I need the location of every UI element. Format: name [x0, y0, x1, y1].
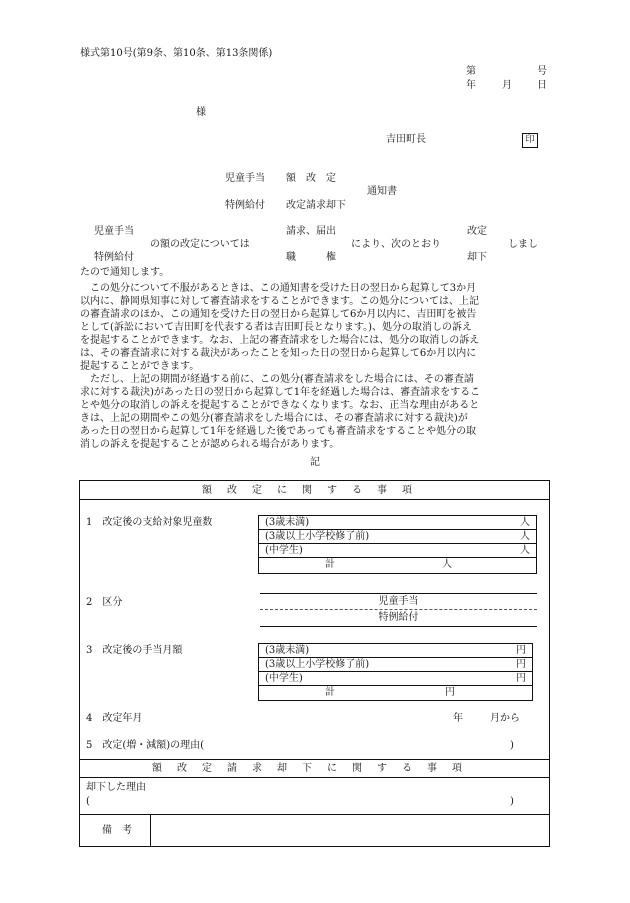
- title-suffix: 通知書: [367, 186, 397, 197]
- child-count-total-row[interactable]: [259, 558, 536, 572]
- child-count-row[interactable]: [259, 544, 536, 558]
- monthly-amount-box: [258, 643, 533, 701]
- category-option-special[interactable]: 特例給付: [378, 612, 419, 623]
- number-suffix: 号: [537, 66, 547, 77]
- date-year: 年: [466, 80, 476, 91]
- item4-label: 4 改定年月: [86, 713, 143, 724]
- table-header-rejection: 額改定請求却下に関する事項: [152, 763, 477, 774]
- remarks-label: 備 考: [102, 825, 132, 836]
- intro-col4-bottom: 却下: [467, 252, 487, 263]
- intro-col3-mid: により、次のとおり: [351, 239, 441, 250]
- total-unit: 円: [445, 687, 455, 698]
- divider: [80, 759, 549, 760]
- paragraph-line: きは、上記の期間やこの処分(審査請求をした場合には、その審査請求に対する裁決)が: [80, 413, 468, 424]
- total-unit: 人: [442, 559, 452, 570]
- amount-row[interactable]: [259, 644, 532, 658]
- paragraph-line: を提起することができます。なお、上記の審査請求をした場合には、処分の取消しの訴え: [80, 335, 480, 346]
- intro-col2-bottom: 職 権: [286, 252, 336, 263]
- total-label: 計: [325, 559, 335, 570]
- title-right-bottom: 改定請求却下: [286, 200, 346, 211]
- row-label: (3歳以上小学校修了前): [265, 659, 370, 670]
- divider: [260, 626, 537, 627]
- intro-continuation: たので通知します。: [80, 267, 170, 278]
- row-unit: 人: [520, 517, 530, 528]
- item1-label: 1 改定後の支給対象児童数: [86, 517, 213, 528]
- addressee-suffix: 様: [196, 107, 206, 118]
- row-label: (3歳未満): [265, 645, 310, 656]
- paragraph-line: 以内に、静岡県知事に対して審査請求をすることができます。この処分については、上記: [80, 296, 479, 307]
- change-month-from[interactable]: 月から: [490, 713, 520, 724]
- paragraph-line: とや処分の取消しの訴えを提起することができなくなります。なお、正当な理由があると: [80, 400, 480, 411]
- date-month: 月: [502, 80, 512, 91]
- row-label: (中学生): [265, 673, 303, 684]
- reject-open: (: [86, 796, 90, 807]
- amount-total-row[interactable]: [259, 686, 532, 700]
- paragraph-line: として(訴訟において吉田町を代表する者は吉田町長となります。)、処分の取消しの訴え: [80, 322, 473, 333]
- paragraph-appeal: [80, 282, 550, 373]
- date-day: 日: [537, 80, 547, 91]
- category-option-child[interactable]: 児童手当: [378, 596, 419, 607]
- paragraph-line: の審査請求のほか、この通知を受けた日の翌日から起算して6か月以内に、吉田町を被告: [80, 309, 477, 320]
- change-year[interactable]: 年: [453, 713, 463, 724]
- intro-col1-top: 児童手当: [94, 226, 134, 237]
- child-count-row[interactable]: [259, 516, 536, 530]
- title-left-top: 児童手当: [225, 173, 265, 184]
- row-label: (3歳以上小学校修了前): [265, 531, 370, 542]
- paragraph-line: 消しの訴えを提起することが認められる場合があります。: [80, 439, 340, 450]
- item2-label: 2 区分: [86, 597, 123, 608]
- paragraph-proviso: [80, 373, 550, 451]
- number-prefix: 第: [466, 66, 476, 77]
- intro-col1-bottom: 特例給付: [94, 252, 134, 263]
- total-label: 計: [325, 687, 335, 698]
- intro-col4-top: 改定: [467, 226, 487, 237]
- item3-label: 3 改定後の手当月額: [86, 645, 183, 656]
- row-unit: 円: [516, 645, 526, 656]
- item5-close: ): [510, 740, 514, 751]
- child-count-row[interactable]: [259, 530, 536, 544]
- row-label: (3歳未満): [265, 517, 310, 528]
- divider: [260, 593, 537, 594]
- ki-heading: 記: [310, 457, 320, 468]
- row-unit: 人: [520, 531, 530, 542]
- divider: [80, 499, 549, 500]
- item5-label: 5 改定(増・減額)の理由(: [86, 740, 205, 751]
- paragraph-line: あった日の翌日から起算して1年を経過した後であっても審査請求をすることや処分の取: [80, 426, 477, 437]
- table-header-amount-change: 額改定に関する事項: [202, 485, 427, 496]
- intro-col1-mid: の額の改定については: [150, 239, 250, 250]
- amount-row[interactable]: [259, 658, 532, 672]
- divider: [260, 609, 537, 610]
- paragraph-line: は、その審査請求に対する裁決があったことを知った日の翌日から起算して6か月以内に: [80, 348, 477, 359]
- details-table: [79, 480, 550, 847]
- intro-col2-top: 請求、届出: [286, 226, 336, 237]
- paragraph-line: 求に対する裁決)があった日の翌日から起算して1年を経過した場合は、審査請求をするこ: [80, 387, 481, 398]
- paragraph-line: 提起することができます。: [80, 361, 200, 372]
- title-left-bottom: 特例給付: [225, 200, 265, 211]
- reject-reason-label: 却下した理由: [86, 782, 146, 793]
- row-label: (中学生): [265, 545, 303, 556]
- intro-col5-mid: しまし: [508, 239, 538, 250]
- seal-mark: 印: [522, 133, 538, 148]
- title-right-top: 額 改 定: [286, 173, 336, 184]
- remarks-field[interactable]: [152, 816, 547, 844]
- amount-row[interactable]: [259, 672, 532, 686]
- row-unit: 円: [516, 659, 526, 670]
- row-unit: 人: [520, 545, 530, 556]
- divider: [80, 777, 549, 778]
- issuer: 吉田町長: [386, 134, 426, 145]
- divider: [150, 814, 151, 846]
- paragraph-line: この処分について不服があるときは、この通知書を受けた日の翌日から起算して3か月: [90, 283, 477, 294]
- form-id: 様式第10号(第9条、第10条、第13条関係): [80, 48, 273, 59]
- child-count-box: [258, 515, 537, 574]
- reject-close: ): [510, 796, 514, 807]
- row-unit: 円: [516, 673, 526, 684]
- paragraph-line: ただし、上記の期間が経過する前に、この処分(審査請求をした場合には、その審査請: [90, 374, 474, 385]
